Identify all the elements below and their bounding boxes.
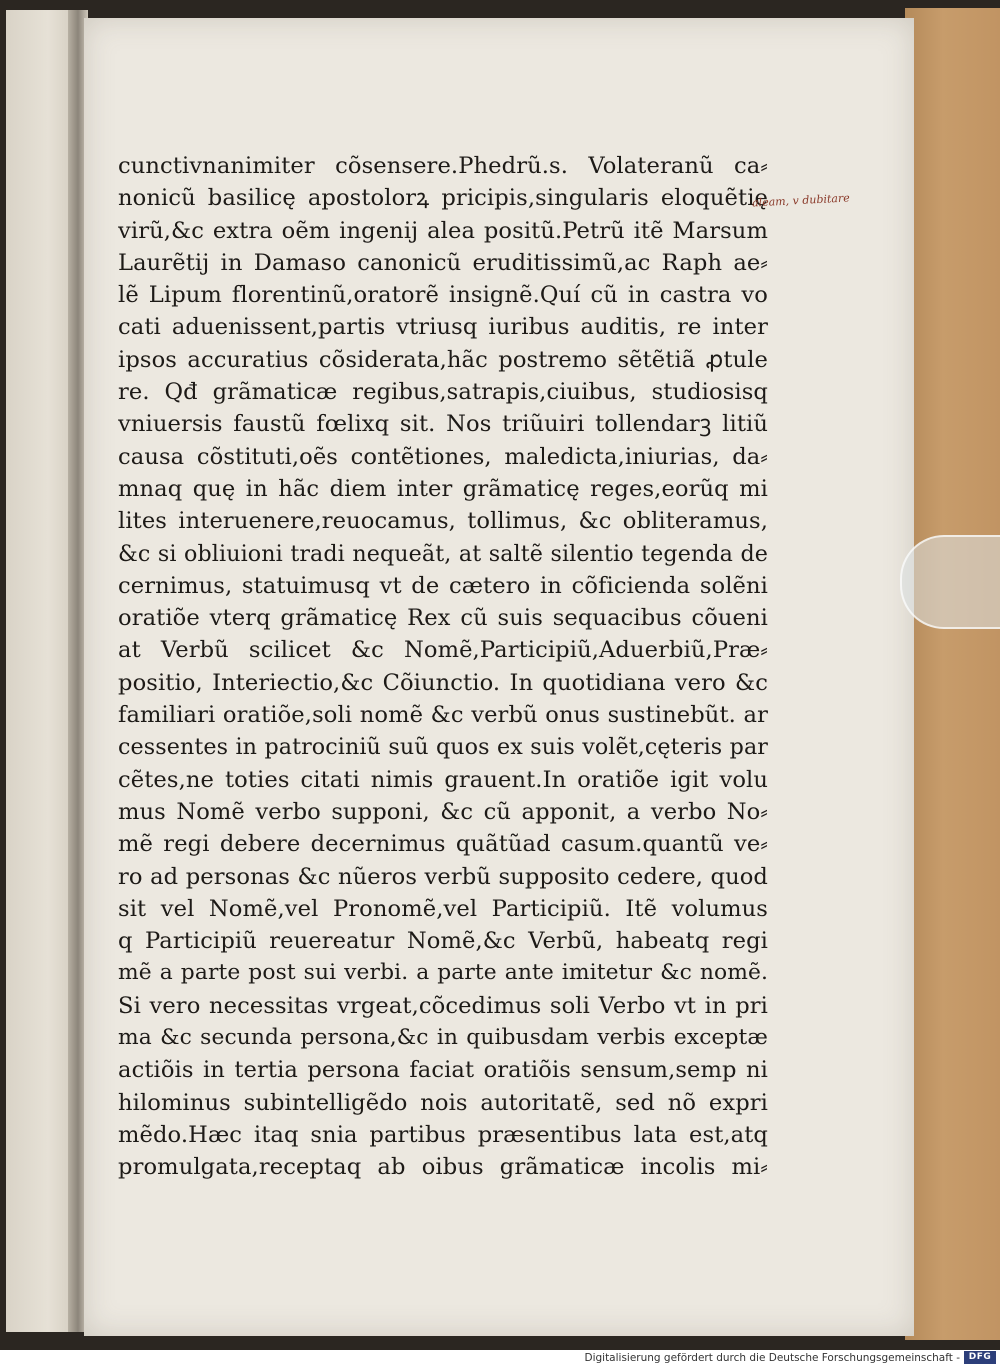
- text-line: hilominus subintelligẽdo nois autoritatẽ, sed nõ expri: [118, 1089, 768, 1116]
- text-line: nonicũ basilicę apostolorꝝ pricipis,singularis eloquẽtię: [118, 185, 768, 212]
- text-line: re. Qđ grãmaticæ regibus,satrapis,ciuibus, studiosisq: [118, 379, 768, 406]
- page-text: [118, 150, 768, 1184]
- footer-credit: Digitalisierung gefördert durch die Deutsche Forschungsgemeinschaft -: [584, 1352, 960, 1364]
- text-line: mẽ a parte post sui verbi. a parte ante imitetur &c nomẽ.: [118, 960, 768, 986]
- text-line: oratiõe vterq grãmaticę Rex cũ suis sequacibus cõueni: [118, 605, 768, 632]
- text-line: promulgata,receptaq ab oibus grãmaticæ incolis mi⸗: [118, 1154, 768, 1181]
- text-line: virũ,&c extra oẽm ingenij alea positũ.Petrũ itẽ Marsum: [118, 217, 768, 244]
- text-line: positio, Interiectio,&c Cõiunctio. In quotidiana vero &c: [118, 669, 768, 696]
- text-line: lites interuenere,reuocamus, tollimus, &c obliteramus,: [118, 508, 768, 535]
- page-clip: [900, 535, 1000, 629]
- text-line: &c si obliuioni tradi nequeãt, at saltẽ silentio tegenda de: [118, 540, 768, 567]
- text-line: familiari oratiõe,soli nomẽ &c verbũ onus sustinebũt. ar: [118, 702, 768, 729]
- text-line: cẽtes,ne toties citati nimis grauent.In oratiõe igit volu: [118, 766, 768, 793]
- dfg-logo: DFG: [964, 1351, 996, 1364]
- text-line: sit vel Nomẽ,vel Pronomẽ,vel Participiũ. Itẽ volumus: [118, 895, 768, 922]
- text-line: at Verbũ scilicet &c Nomẽ,Participiũ,Aduerbiũ,Præ⸗: [118, 637, 768, 664]
- margin-annotation: aleam, v dubitare: [751, 191, 850, 210]
- text-line: causa cõstituti,oẽs contẽtiones, maledicta,iniurias, da⸗: [118, 443, 768, 470]
- book-cover: [905, 8, 1000, 1340]
- text-line: mus Nomẽ verbo supponi, &c cũ apponit, a verbo No⸗: [118, 798, 768, 825]
- text-line: mẽ regi debere decernimus quãtũad casum.quantũ ve⸗: [118, 831, 768, 858]
- text-line: mnaq quę in hãc diem inter grãmaticę reges,eorũq mi: [118, 475, 768, 502]
- text-line: ro ad personas &c nũeros verbũ supposito cedere, quod: [118, 863, 768, 890]
- text-line: lẽ Lipum florentinũ,oratorẽ insignẽ.Quí cũ in castra vo: [118, 282, 768, 309]
- text-line: cernimus, statuimusq vt de cætero in cõficienda solẽni: [118, 572, 768, 599]
- text-line: cunctivnanimiter cõsensere.Phedrũ.s. Volateranũ ca⸗: [118, 153, 768, 179]
- text-line: ipsos accuratius cõsiderata,hãc postremo sẽtẽtiã ꝓtule: [118, 346, 768, 373]
- text-line: vniuersis faustũ fœlixq sit. Nos triũuiri tollendarꝫ litiũ: [118, 411, 768, 438]
- text-line: Laurẽtij in Damaso canonicũ eruditissimũ,ac Raph ae⸗: [118, 249, 768, 276]
- text-line: ma &c secunda persona,&c in quibusdam verbis exceptæ: [118, 1025, 768, 1051]
- text-line: Si vero necessitas vrgeat,cõcedimus soli Verbo vt in pri: [118, 992, 768, 1019]
- text-line: q Participiũ reuereatur Nomẽ,&c Verbũ, habeatq regi: [118, 928, 768, 955]
- text-line: mẽdo.Hæc itaq snia partibus præsentibus lata est,atq: [118, 1121, 768, 1148]
- text-line: cessentes in patrociniũ suũ quos ex suis volẽt,cęteris par: [118, 734, 768, 761]
- text-line: cati aduenissent,partis vtriusq iuribus auditis, re inter: [118, 314, 768, 341]
- text-line: actiõis in tertia persona faciat oratiõis sensum,semp ni: [118, 1057, 768, 1084]
- left-page: [6, 10, 77, 1332]
